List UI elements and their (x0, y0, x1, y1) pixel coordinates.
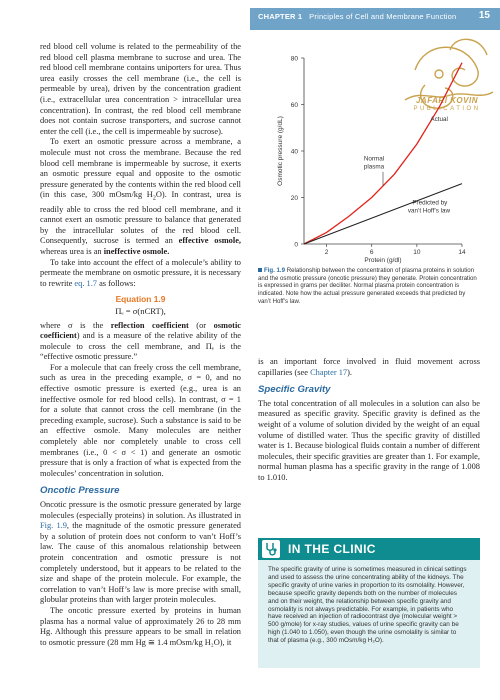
chapter-title: Principles of Cell and Membrane Function (309, 12, 457, 21)
paragraph: The oncotic pressure exerted by proteins in human plasma has a normal value of approximately 26 to 28 mm Hg. Although this pressure appears to be small in relation to osmotic pressure (28 mm Hg ≅ 1.4 mOsm/kg H₂O), it (40, 605, 241, 647)
clinic-title: IN THE CLINIC (288, 542, 376, 556)
watermark-name: JAFARI KOVIN (415, 96, 478, 105)
stethoscope-icon (262, 540, 280, 558)
chapter-number: CHAPTER 1 (258, 12, 303, 21)
term-osmotic-coefficient: osmotic coefficient (40, 320, 242, 341)
annotation-predicted: Predicted by (412, 199, 448, 207)
paragraph: For a molecule that can freely cross the cell membrane, such as urea in the preceding example, σ = 0, and no effective osmotic pressure is exerted (e.g., urea is an ineffective osmole for red blood cells). In contrast, σ = 1 for a solute that cannot cross the cell membrane (in the preceding example, sucrose). Such a substance is said to be an effective osmole. Many molecules are neither completely able nor completely unable to cross cell membranes (i.e., 0 < σ < 1) and generate an osmotic pressure that is only a fraction of what is expected from the molecules’ concentration in solution. (40, 362, 241, 478)
y-tick-label: 0 (294, 241, 298, 249)
chapter-header (258, 12, 456, 21)
equation-link[interactable]: eq. 1.7 (74, 278, 97, 288)
annotation-plasma: plasma (363, 163, 385, 171)
section-heading-oncotic: Oncotic Pressure (40, 485, 120, 497)
equation-label: Equation 1.9 (115, 294, 166, 305)
figure-chart (258, 44, 480, 264)
x-tick-label: 10 (413, 249, 421, 256)
y-tick-label: 60 (290, 102, 298, 109)
clinic-text: The specific gravity of urine is sometimes measured in clinical settings and used to assess the urine concentrating ability of the kidneys. The specific gravity of urine varies in proportion to its osmolality. However, because specific gravity depends both on the number of molecules and on their weight, the relationship between specific gravity and osmolality is not always predictable. For example, in patients who have received an injection of radiocontrast dye (molecular weight > 500 g/mole) for x-ray studies, values of urine specific gravity can be high (1.040 to 1.050), even though the urine osmolality is similar to that of plasma (e.g., 300 mOsm/kg H₂O). (268, 566, 467, 645)
x-tick-label: 14 (458, 249, 466, 256)
paragraph: red blood cell volume is related to the permeability of the red blood cell plasma membrane to sucrose and urea. The red blood cell membrane contains uniporters for urea. Thus urea easily crosses the cell membrane (i.e., the cell is permeable by urea), driven by the concentration gradient (i.e., extracellular urea concentration > intracellular urea concentration). In contrast, the red blood cell membrane does not contain sucrose transporters, and sucrose cannot enter the cell (i.e., the cell is impermeable by sucrose). (40, 42, 241, 136)
paragraph: To exert an osmotic pressure across a membrane, a molecule must not cross the membrane. Because the red blood cell membrane is impermeable by sucrose, it exerts an osmotic pressure equal and opposite to the osmotic pressure generated by the contents within the red blood cell (in this case, 300 mOsm/kg $H_2O$). In contrast, urea is readily able to cross the red blood cell membrane, and it cannot exert an osmotic pressure to balance that generated by the intracellular solutes of the red blood cell. Consequently, sucrose is termed an effective osmole, whereas urea is an ineffective osmole. (40, 137, 242, 256)
term-ineffective-osmole: ineffective osmole. (103, 246, 170, 256)
paragraph: The total concentration of all molecules in a solution can also be measured as specific gravity. Specific gravity is defined as the weight of a volume of solution divided by the weight of an equal volume of distilled water. Thus the specific gravity of distilled water is 1. Because biological fluids contain a number of different molecules, their specific gravities are greater than 1. For example, normal human plasma has a specific gravity in the range of 1.008 to 1.010. (258, 398, 480, 482)
figure-caption (258, 267, 478, 306)
equation: Πₑ = σ(nCRT), (115, 305, 166, 316)
annotation-normal: Normal (363, 155, 385, 163)
section-heading-specific-gravity: Specific Gravity (258, 384, 331, 396)
series-line-actual (304, 63, 462, 244)
term-reflection-coefficient: reflection coefficient (110, 320, 189, 330)
paragraph: To take into account the effect of a molecule’s ability to permeate the membrane on osmotic pressure, it is necessary to rewrite eq. 1.7 as follows: (40, 257, 241, 288)
caption-bullet-icon (258, 268, 262, 272)
y-tick-label: 80 (290, 55, 298, 63)
x-tick-label: 2 (324, 249, 329, 256)
x-axis-label: Protein (g/dl) (364, 257, 402, 264)
x-tick-label: 6 (369, 249, 374, 256)
figure-label: Fig. 1.9 (264, 267, 285, 274)
term-effective-osmole: effective osmole, (178, 236, 242, 246)
y-tick-label: 20 (290, 195, 298, 202)
page-number: 15 (478, 10, 490, 21)
figure-link[interactable]: Fig. 1.9 (40, 521, 67, 531)
annotation-actual: Actual (430, 115, 448, 123)
chapter-link[interactable]: Chapter 17 (310, 367, 348, 377)
left-column (40, 42, 241, 648)
watermark-subtitle: PUBLICATION (413, 106, 481, 112)
y-tick-label: 40 (290, 148, 298, 156)
paragraph: is an important force involved in fluid movement across capillaries (see Chapter 17). (258, 357, 480, 377)
right-column (258, 357, 480, 484)
paragraph: Oncotic pressure is the osmotic pressure generated by large molecules (especially proteins) in solution. As illustrated in Fig. 1.9, the magnitude of the osmotic pressure generated by a solution of protein does not conform to van’t Hoff’s law. The cause of this anomalous relationship between protein concentration and osmotic pressure is not completely understood, but it appears to be related to the size and shape of the protein molecule. For example, the correlation to van’t Hoff’s law is more precise with small, globular proteins than with larger protein molecules. (40, 500, 241, 605)
annotation-vanthoff: van’t Hoff’s law (407, 207, 451, 215)
caption-text: Relationship between the concentration of plasma proteins in solution and the osmotic pressure (oncotic pressure) they generate. Protein concentration is expressed in grams per deciliter. Normal plasma protein concentration is indicated. Note how the actual pressure generated exceeds that predicted by van’t Hoff’s law. (258, 267, 477, 305)
y-axis-label: Osmotic pressure (g/dL) (277, 116, 284, 186)
paragraph: where σ is the reflection coefficient (or osmotic coefficient) and is a measure of the relative ability of the molecule to cross the cell membrane, and Πₑ is the “effective osmotic pressure.” (40, 320, 242, 362)
